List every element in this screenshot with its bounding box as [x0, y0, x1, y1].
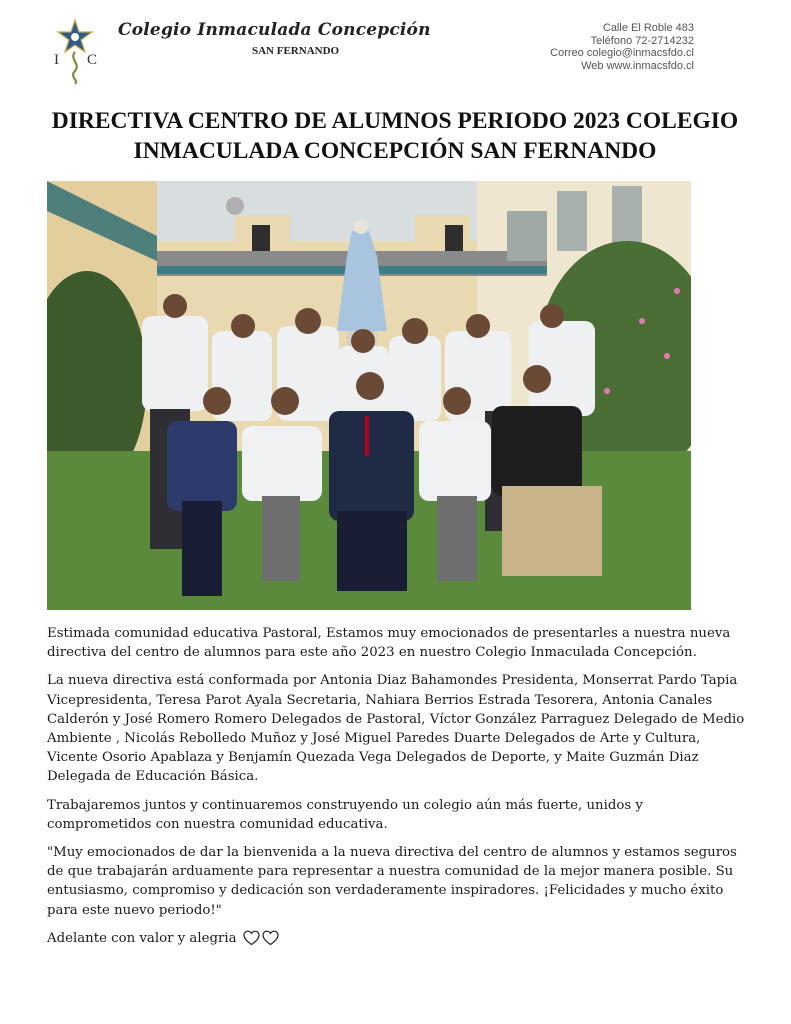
contact-block [550, 22, 694, 72]
contact-email: Correo colegio@inmacsfdo.cl [550, 47, 694, 59]
hearts [243, 930, 279, 946]
paragraph-intro: Estimada comunidad educativa Pastoral, Estamos muy emocionados de presentarles a nuestra nueva directiva del centro de alumnos para este año 2023 en nuestro Colegio Inmaculada Concepción. [47, 626, 731, 661]
heart-outline-icon [262, 930, 279, 946]
contact-phone: Teléfono 72-2714232 [590, 34, 694, 47]
article-body [47, 624, 747, 948]
school-logo [50, 16, 100, 86]
closing-text: Adelante con valor y alegria [47, 930, 237, 946]
heart-outline-icon [243, 930, 260, 946]
paragraph-commitment: Trabajaremos juntos y continuaremos construyendo un colegio aún más fuerte, unidos y comprometidos con nuestra comunidad educativa. [47, 797, 643, 832]
paragraph-quote: "Muy emocionados de dar la bienvenida a la nueva directiva del centro de alumnos y estamos seguros de que trabajarán arduamente para representar a nuestra comunidad de la mejor manera posible. Su entusiasmo, compromiso y dedicación son verdaderamente inspiradores. ¡Felicidades y mucho éxito para este nuevo periodo!" [47, 845, 737, 918]
group-photo [47, 181, 691, 610]
contact-address: Calle El Roble 483 [602, 22, 694, 34]
closing-line [47, 929, 747, 948]
page-title: DIRECTIVA CENTRO DE ALUMNOS PERIODO 2023 COLEGIO INMACULADA CONCEPCIÓN SAN FERNANDO [51, 108, 739, 164]
school-name: Colegio Inmaculada Concepción [118, 20, 431, 40]
logo-letter-c: C [87, 52, 98, 68]
contact-web: Web www.inmacsfdo.cl [581, 59, 694, 72]
letterhead [0, 0, 791, 95]
paragraph-members: La nueva directiva está conformada por Antonia Diaz Bahamondes Presidenta, Monserrat Pardo Tapia Vicepresidenta, Teresa Parot Ayala Secretaria, Nahiara Berrios Estrada Tesorera, Antonia Canales Calderón y José Romero Romero Delegados de Pastoral, Víctor González Parraguez Delegado de Medio Ambiente , Nicolás Rebolledo Muñoz y José Miguel Paredes Duarte Delegados de Arte y Cultura, Vicente Osorio Apablaza y Benjamín Quezada Vega Delegados de Deporte, y Maite Guzmán Diaz Delegada de Educación Básica. [47, 673, 745, 785]
school-location: SAN FERNANDO [252, 45, 340, 57]
logo-letter-i: I [54, 52, 59, 68]
